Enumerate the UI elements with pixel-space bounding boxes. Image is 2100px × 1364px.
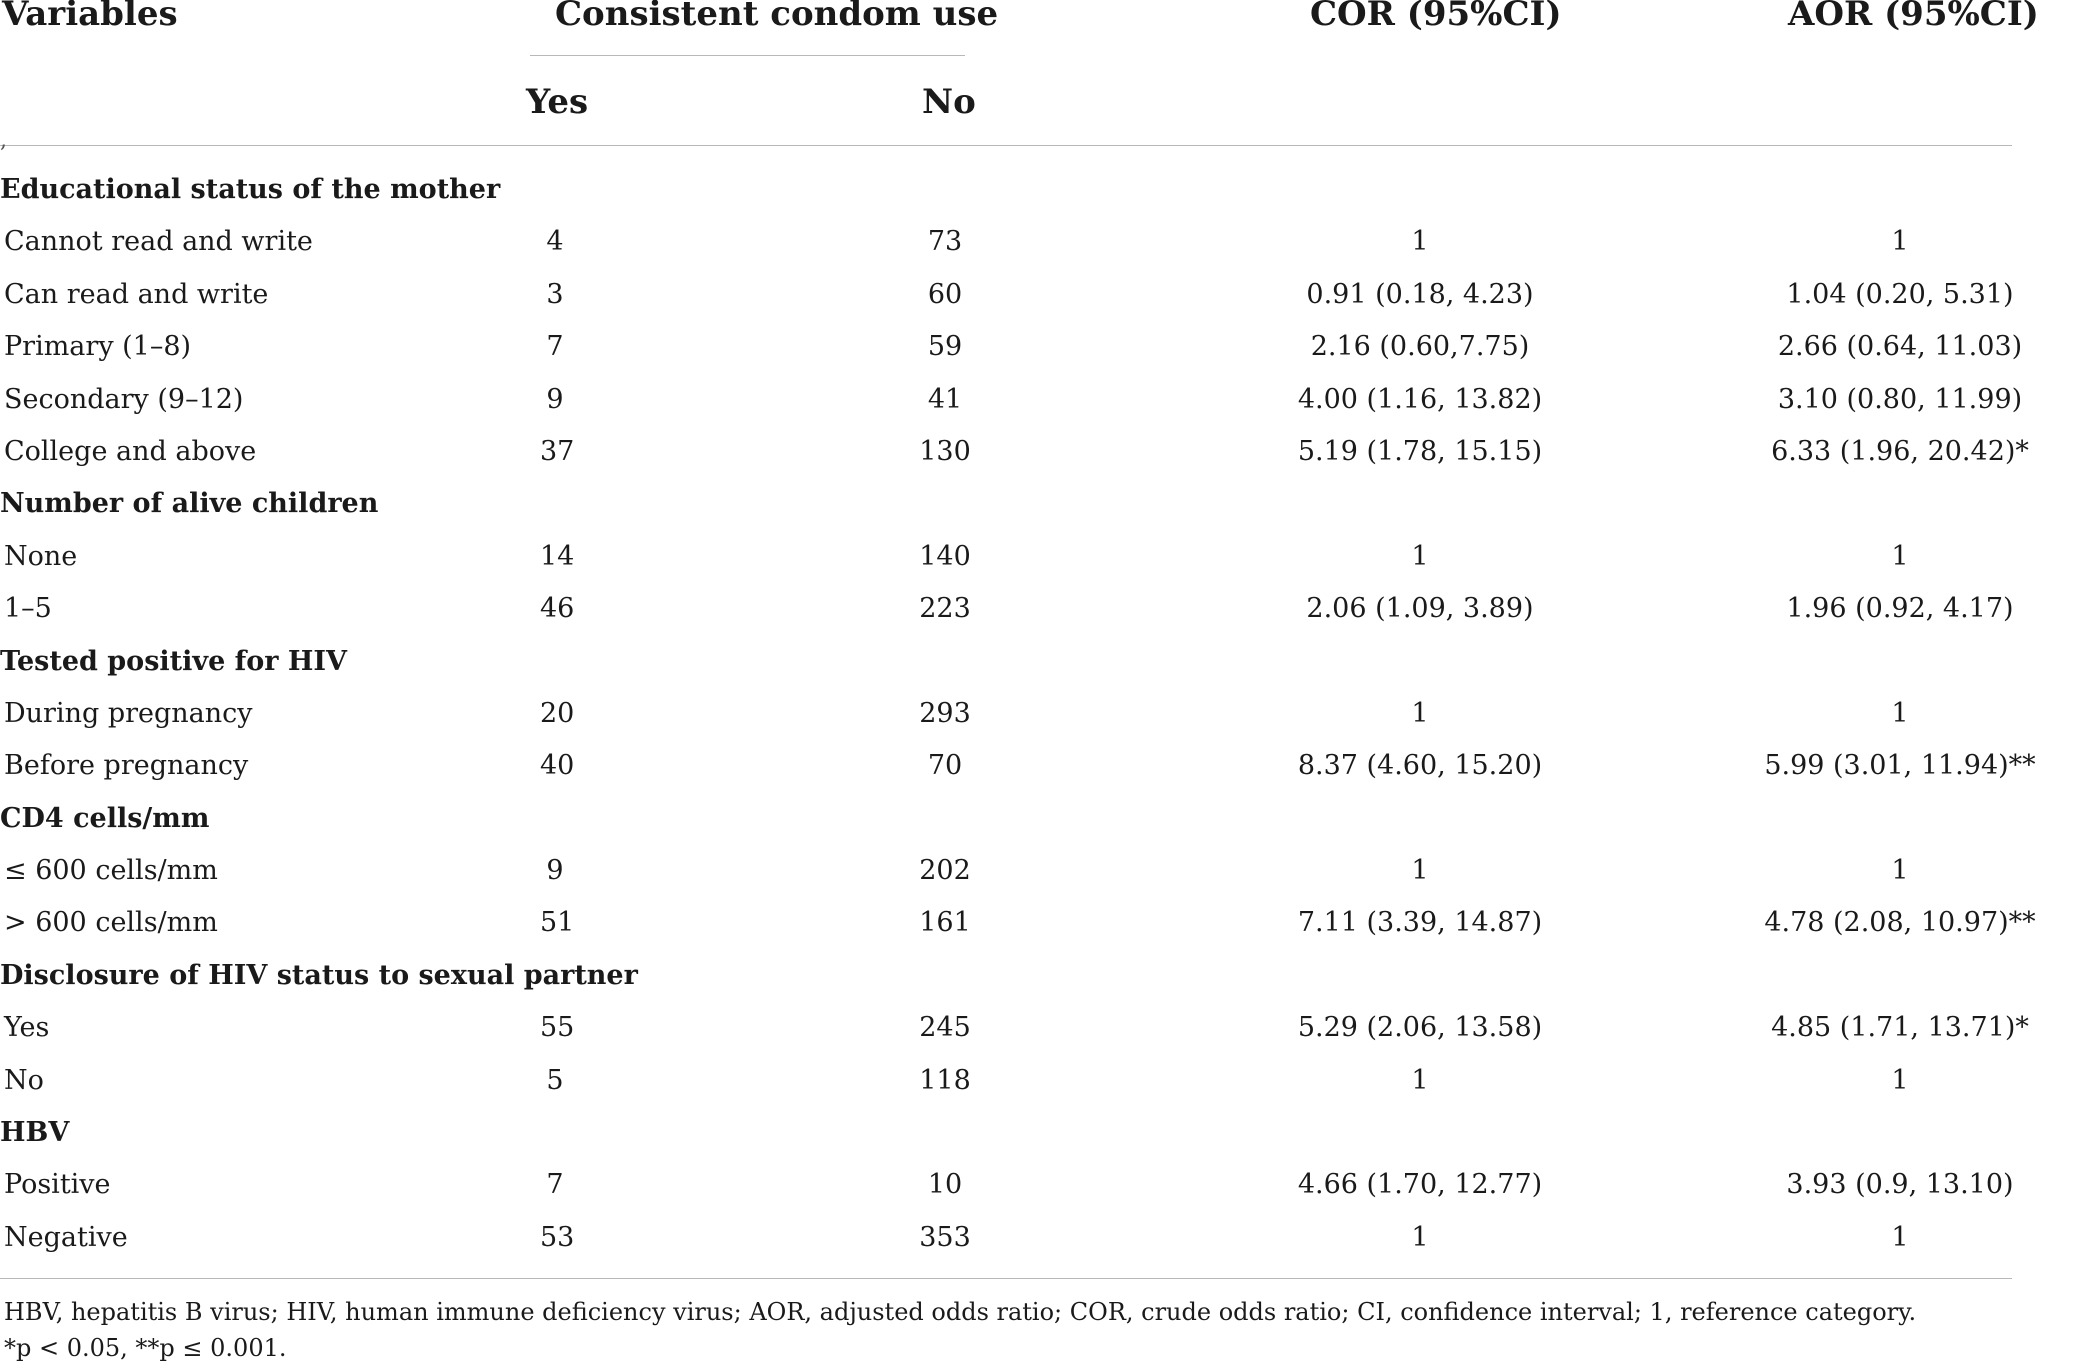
- row-label: No: [4, 1064, 44, 1096]
- cor-value: 2.16 (0.60,7.75): [1310, 331, 1530, 363]
- row-label: Positive: [4, 1169, 111, 1201]
- cor-value: 1: [1411, 1064, 1429, 1096]
- yes-count: 55: [540, 1012, 575, 1044]
- cor-value: 2.06 (1.09, 3.89): [1306, 593, 1534, 625]
- cor-value: 1: [1411, 855, 1429, 887]
- section-label: CD4 cells/mm: [0, 802, 210, 834]
- row-label: During pregnancy: [4, 697, 253, 729]
- no-count: 223: [919, 593, 971, 625]
- no-count: 245: [919, 1012, 971, 1044]
- aor-value: 1: [1891, 855, 1909, 887]
- no-count: 10: [927, 1169, 963, 1201]
- aor-value: 2.66 (0.64, 11.03): [1777, 331, 2023, 363]
- no-count: 140: [919, 540, 971, 572]
- row-label: 1–5: [4, 593, 52, 625]
- footnote-significance: *p < 0.05, **p ≤ 0.001.: [4, 1334, 287, 1362]
- no-count: 161: [919, 907, 971, 939]
- yes-count: 46: [540, 593, 575, 625]
- table-row: [0, 583, 2012, 635]
- row-label: Negative: [4, 1221, 128, 1253]
- no-count: 60: [927, 278, 963, 310]
- yes-count: 53: [540, 1221, 575, 1253]
- cor-value: 4.00 (1.16, 13.82): [1297, 383, 1543, 415]
- yes-count: 14: [540, 540, 575, 572]
- header-no: No: [922, 82, 976, 122]
- header-aor: AOR (95%CI): [1788, 0, 2039, 34]
- yes-count: 7: [546, 1169, 564, 1201]
- no-count: 353: [919, 1221, 971, 1253]
- cor-value: 7.11 (3.39, 14.87): [1297, 907, 1543, 939]
- table-row: [0, 426, 2029, 478]
- row-label: Before pregnancy: [4, 750, 249, 782]
- table-row: [0, 897, 2036, 949]
- table-row: [0, 1159, 2012, 1211]
- table-row: [0, 1212, 2012, 1264]
- cor-value: 4.66 (1.70, 12.77): [1297, 1169, 1543, 1201]
- cor-value: 8.37 (4.60, 15.20): [1297, 750, 1543, 782]
- section-header-row: [0, 478, 2012, 530]
- no-count: 70: [927, 750, 963, 782]
- row-label: College and above: [4, 435, 257, 467]
- section-header-row: [0, 950, 2012, 1002]
- table-body: [0, 164, 2036, 1264]
- header-cor: COR (95%CI): [1310, 0, 1562, 34]
- section-label: Tested positive for HIV: [0, 645, 347, 677]
- row-label: > 600 cells/mm: [4, 907, 218, 939]
- header-variables: Variables: [2, 0, 178, 34]
- table-row: [0, 269, 2012, 321]
- stray-mark: ,: [0, 128, 7, 153]
- header-yes: Yes: [526, 82, 589, 122]
- yes-count: 7: [546, 331, 564, 363]
- aor-value: 6.33 (1.96, 20.42)*: [1771, 435, 2029, 467]
- aor-value: 4.78 (2.08, 10.97)**: [1764, 907, 2036, 939]
- no-count: 73: [927, 226, 963, 258]
- cor-value: 1: [1411, 226, 1429, 258]
- table-row: [0, 321, 2023, 373]
- section-header-row: [0, 1107, 2012, 1159]
- cor-value: 5.29 (2.06, 13.58): [1297, 1012, 1543, 1044]
- table-row: [0, 1055, 2012, 1107]
- no-count: 202: [919, 855, 971, 887]
- table-row: [0, 531, 2012, 583]
- row-label: Can read and write: [4, 278, 269, 310]
- aor-value: 1: [1891, 226, 1909, 258]
- aor-value: 5.99 (3.01, 11.94)**: [1764, 750, 2036, 782]
- header-bottom-rule: [0, 145, 2012, 146]
- aor-value: 1: [1891, 540, 1909, 572]
- aor-value: 1: [1891, 697, 1909, 729]
- row-label: None: [4, 540, 78, 572]
- row-label: Primary (1–8): [4, 331, 192, 363]
- row-label: Cannot read and write: [4, 226, 313, 258]
- yes-count: 51: [540, 907, 575, 939]
- aor-value: 1: [1891, 1064, 1909, 1096]
- yes-count: 9: [546, 855, 564, 887]
- aor-value: 3.10 (0.80, 11.99): [1777, 383, 2023, 415]
- cor-value: 0.91 (0.18, 4.23): [1306, 278, 1534, 310]
- cor-value: 1: [1411, 540, 1429, 572]
- footnote-abbreviations: HBV, hepatitis B virus; HIV, human immune deficiency virus; AOR, adjusted odds ratio; COR, crude odds ratio; CI, confidence interval; 1, reference category.: [4, 1298, 1917, 1326]
- yes-count: 4: [546, 226, 564, 258]
- row-label: ≤ 600 cells/mm: [4, 855, 218, 887]
- yes-count: 37: [540, 435, 575, 467]
- table-row: [0, 688, 2012, 740]
- group-header-divider: [530, 55, 965, 56]
- cor-value: 1: [1411, 1221, 1429, 1253]
- cor-value: 5.19 (1.78, 15.15): [1297, 435, 1543, 467]
- aor-value: 1.04 (0.20, 5.31): [1786, 278, 2014, 310]
- section-label: Educational status of the mother: [0, 174, 501, 205]
- yes-count: 3: [546, 278, 564, 310]
- no-count: 59: [927, 331, 963, 363]
- yes-count: 9: [546, 383, 564, 415]
- table-row: [0, 845, 2012, 897]
- table-bottom-rule: [0, 1278, 2012, 1279]
- no-count: 118: [919, 1064, 971, 1096]
- aor-value: 3.93 (0.9, 13.10): [1786, 1169, 2014, 1201]
- header-consistent-condom-use: Consistent condom use: [555, 0, 999, 34]
- no-count: 41: [927, 383, 963, 415]
- section-label: Disclosure of HIV status to sexual partner: [0, 959, 638, 991]
- table-row: [0, 216, 2012, 268]
- table-row: [0, 740, 2036, 792]
- table-row: [0, 1002, 2029, 1054]
- aor-value: 1.96 (0.92, 4.17): [1786, 593, 2014, 625]
- yes-count: 40: [540, 750, 575, 782]
- row-label: Yes: [4, 1012, 50, 1044]
- section-label: Number of alive children: [0, 488, 379, 520]
- aor-value: 1: [1891, 1221, 1909, 1253]
- yes-count: 20: [540, 697, 575, 729]
- row-label: Secondary (9–12): [4, 383, 244, 415]
- no-count: 293: [919, 697, 971, 729]
- no-count: 130: [919, 435, 971, 467]
- yes-count: 5: [546, 1064, 564, 1096]
- section-label: HBV: [0, 1117, 70, 1149]
- section-header-row: [0, 164, 2012, 216]
- section-header-row: [0, 793, 2012, 845]
- table-row: [0, 374, 2023, 426]
- cor-value: 1: [1411, 697, 1429, 729]
- aor-value: 4.85 (1.71, 13.71)*: [1771, 1012, 2029, 1044]
- section-header-row: [0, 636, 2012, 688]
